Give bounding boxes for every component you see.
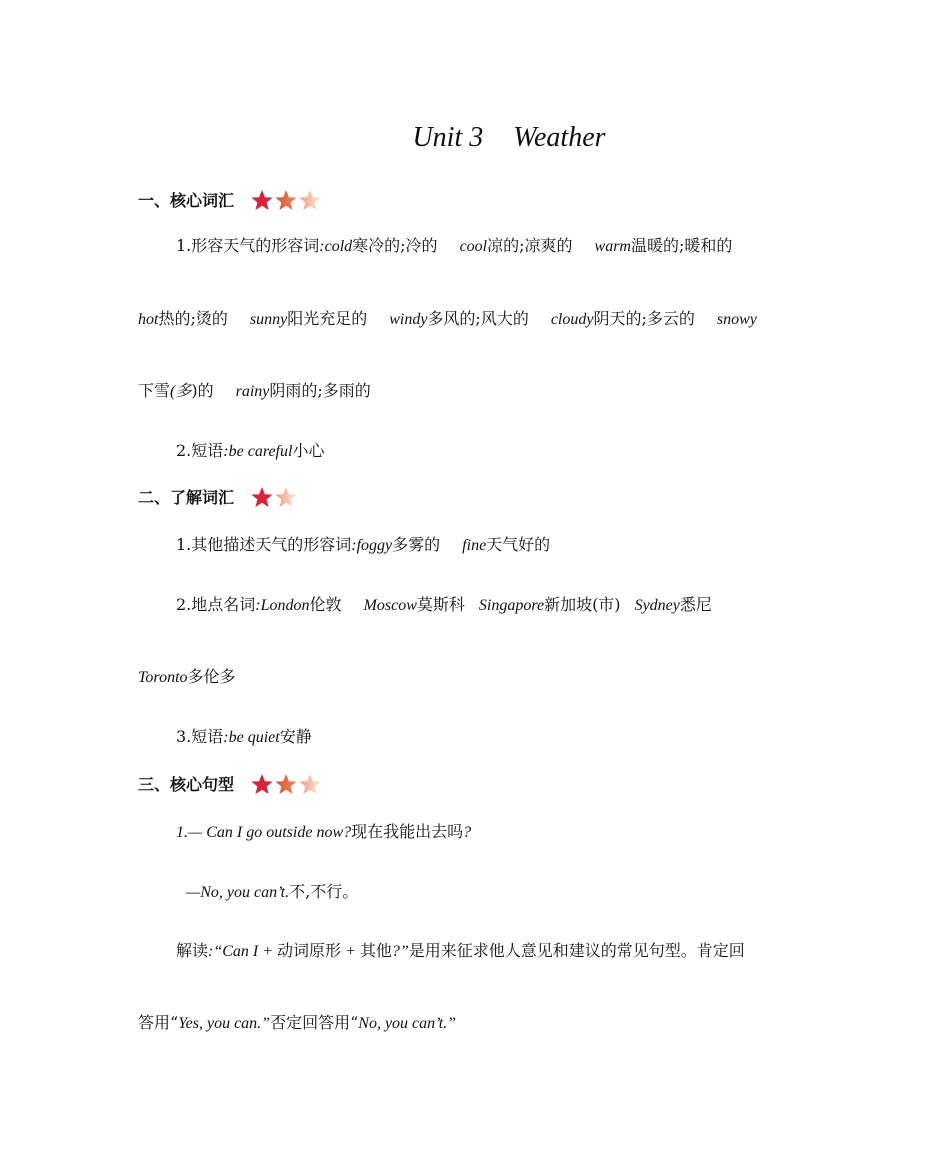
word-en: hot xyxy=(138,311,159,328)
quote-mark: “ xyxy=(350,1013,359,1032)
word-zh: 下雪 xyxy=(138,381,171,400)
vocab-line-4 xyxy=(176,438,324,461)
word-en: Sydney xyxy=(634,597,680,614)
word-zh: 悉尼 xyxy=(679,595,712,614)
line-prefix: 1.形容天气的形容词 xyxy=(176,236,320,255)
sentence-zh: 不,不行。 xyxy=(289,882,359,901)
word-zh: 多伦多 xyxy=(187,667,236,686)
rating-stars xyxy=(250,486,298,508)
vocab-line-2 xyxy=(138,306,757,329)
explanation-line-1 xyxy=(176,938,745,961)
sentence-answer xyxy=(186,879,358,902)
sentence-en: Can I go outside now? xyxy=(202,824,352,841)
word-zh: 多雾的 xyxy=(392,535,441,554)
word-en: Toronto xyxy=(138,669,188,686)
sentence-zh: 否定回答用 xyxy=(270,1013,351,1032)
word-en: cold xyxy=(324,238,353,255)
word-zh: 多风的;风大的 xyxy=(427,309,529,328)
word-en: London xyxy=(260,597,310,614)
vocab-line-3 xyxy=(138,378,371,401)
word-zh: 凉的;凉爽的 xyxy=(487,236,573,255)
sentence-question xyxy=(176,819,471,842)
word-zh: 小心 xyxy=(292,441,325,460)
colon: : xyxy=(351,537,357,554)
vocab-line-1 xyxy=(176,233,732,256)
word-en: Singapore xyxy=(478,597,545,614)
word-zh: 莫斯科 xyxy=(416,595,465,614)
quote-mark: ” xyxy=(447,1015,457,1032)
page-title xyxy=(0,122,950,154)
section-heading-core-sentences xyxy=(138,772,322,795)
quote-mark: “ xyxy=(170,1013,179,1032)
word-en: sunny xyxy=(249,311,288,328)
star-full-icon xyxy=(274,189,298,211)
star-half-icon xyxy=(274,486,298,508)
word-en: cloudy xyxy=(550,311,594,328)
sentence-en: No, you can’t. xyxy=(358,1015,448,1032)
word-en: cool xyxy=(459,238,488,255)
colon: : xyxy=(223,729,229,746)
word-zh: 伦敦 xyxy=(309,595,342,614)
star-half-icon xyxy=(298,189,322,211)
star-half-icon xyxy=(298,773,322,795)
title-topic: Weather xyxy=(513,122,606,153)
word-zh: 天气好的 xyxy=(486,535,551,554)
colon: : xyxy=(223,443,229,460)
word-zh: 阴雨的;多雨的 xyxy=(269,381,371,400)
line-prefix: 2.短语 xyxy=(176,441,224,460)
word-en: Moscow xyxy=(363,597,417,614)
sentence-en: :“Can I + xyxy=(208,943,278,960)
section-heading-text: 一、核心词汇 xyxy=(138,191,235,210)
sentence-zh: 其他 xyxy=(359,941,392,960)
sentence-zh: 现在我能出去吗 xyxy=(351,822,464,841)
word-en: warm xyxy=(594,238,631,255)
extra-line-1 xyxy=(176,532,550,555)
line-prefix: 3.短语 xyxy=(176,727,224,746)
word-zh: 寒冷的;冷的 xyxy=(352,236,438,255)
word-zh: 热的;烫的 xyxy=(158,309,228,328)
sentence-zh: 答用 xyxy=(138,1013,171,1032)
title-unit: Unit 3 xyxy=(412,122,484,153)
extra-line-2 xyxy=(176,592,712,615)
sentence-en: ?” xyxy=(391,943,409,960)
star-full-icon xyxy=(274,773,298,795)
word-en: windy xyxy=(389,311,428,328)
dialogue-prefix: 1.— xyxy=(176,824,203,841)
extra-line-3 xyxy=(138,664,236,687)
dialogue-prefix: — xyxy=(186,884,201,901)
word-zh: 阴天的;多云的 xyxy=(593,309,695,328)
word-en: snowy xyxy=(716,311,757,328)
colon: : xyxy=(255,597,261,614)
word-en: rainy xyxy=(235,383,270,400)
rating-stars xyxy=(250,189,322,211)
word-zh: 新加坡(市) xyxy=(544,595,621,614)
word-zh: 温暖的;暖和的 xyxy=(630,236,733,255)
section-heading-text: 三、核心句型 xyxy=(138,775,235,794)
sentence-zh: 是用来征求他人意见和建议的常见句型。肯定回 xyxy=(408,941,745,960)
extra-line-4 xyxy=(176,724,312,747)
explanation-label: 解读 xyxy=(176,941,209,960)
question-mark: ? xyxy=(463,824,472,841)
colon: : xyxy=(319,238,325,255)
word-en: be quiet xyxy=(228,729,280,746)
star-full-icon xyxy=(250,486,274,508)
sentence-en: + xyxy=(341,943,360,960)
sentence-en: Yes, you can. xyxy=(178,1015,262,1032)
star-full-icon xyxy=(250,773,274,795)
line-prefix: 2.地点名词 xyxy=(176,595,256,614)
section-heading-core-vocabulary xyxy=(138,188,322,211)
explanation-line-2 xyxy=(138,1010,456,1033)
star-full-icon xyxy=(250,189,274,211)
quote-mark: ” xyxy=(261,1015,271,1032)
line-prefix: 1.其他描述天气的形容词 xyxy=(176,535,352,554)
rating-stars xyxy=(250,773,322,795)
word-en: be careful xyxy=(228,443,293,460)
word-en: foggy xyxy=(356,537,393,554)
word-en: fine xyxy=(462,537,487,554)
sentence-en: No, you can’t. xyxy=(200,884,290,901)
word-zh: 阳光充足的 xyxy=(287,309,368,328)
section-heading-text: 二、了解词汇 xyxy=(138,488,235,507)
word-zh: 安静 xyxy=(279,727,312,746)
section-heading-extra-vocabulary xyxy=(138,485,298,508)
word-zh: )的 xyxy=(191,381,214,400)
sentence-zh: 动词原形 xyxy=(277,941,342,960)
paren-text: (多 xyxy=(170,383,192,400)
